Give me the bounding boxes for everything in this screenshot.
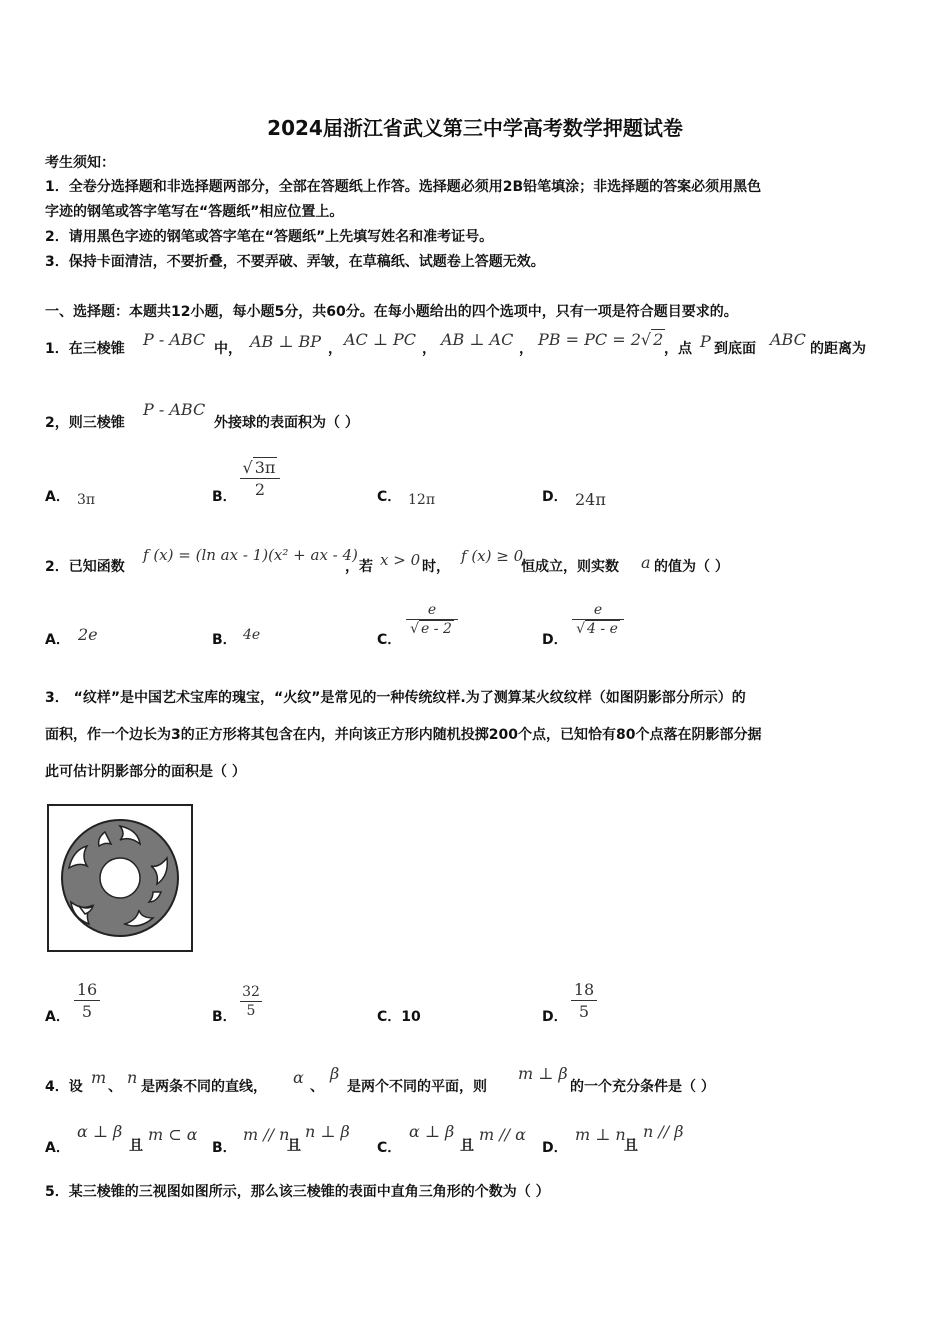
q2-a: a <box>641 553 651 572</box>
q1-juli: 的距离为 <box>810 341 866 357</box>
q2-option-b-label: B． <box>212 632 237 648</box>
q4-mid-1: 是两条不同的直线， <box>141 1079 267 1095</box>
notice-line-2: 2．请用黑色字迹的钢笔或答字笔在“答题纸”上先填写姓名和准考证号。 <box>45 229 494 245</box>
q4-option-a-part-2: m ⊂ α <box>148 1125 198 1144</box>
fire-pattern-image <box>49 806 191 950</box>
q4-option-c-part-1: α ⊥ β <box>409 1122 455 1141</box>
q4-end: 的一个充分条件是（ ） <box>570 1079 715 1095</box>
q1-cond-4: PB = PC = 2√ 2 <box>538 330 664 349</box>
section-heading: 一、选择题：本题共12小题，每小题5分，共60分。在每小题给出的四个选项中，只有一项是符合题目要求的。 <box>45 304 738 320</box>
q3-option-d-numerator: 18 <box>573 980 595 999</box>
q2-option-d-denominator: 4 - e <box>587 621 618 637</box>
q1-cond-1: AB ⊥ BP <box>250 332 322 351</box>
q1-option-c-label: C． <box>377 489 402 505</box>
notice-line-1a: 1．全卷分选择题和非选择题两部分，全部在答题纸上作答。选择题必须用2B铅笔填涂；非选择题的答案必须用黑色 <box>45 179 762 195</box>
fraction-bar <box>240 478 280 479</box>
q4-prefix: 4．设 <box>45 1079 83 1095</box>
q1-comma-1: ， <box>328 341 342 357</box>
q1-option-b-label: B． <box>212 489 237 505</box>
q2-prefix: 2．已知函数 <box>45 559 125 575</box>
q3-line-3: 此可估计阴影部分的面积是（ ） <box>45 764 246 780</box>
q4-option-d-part-1: m ⊥ n <box>575 1125 626 1144</box>
fraction-bar <box>240 1001 262 1002</box>
q4-option-b-qie: 且 <box>287 1138 301 1154</box>
q1-sqrt-2: 2 <box>653 330 664 349</box>
notice-heading: 考生须知： <box>45 155 115 171</box>
q1-dao: 到底面 <box>714 341 756 357</box>
q1-option-b-numerator: 3π <box>254 458 276 477</box>
q3-option-b-denominator: 5 <box>246 1003 256 1019</box>
q1-cond-3: AB ⊥ AC <box>441 330 514 349</box>
q1-line2b: 外接球的表面积为（ ） <box>214 415 359 431</box>
fraction-bar <box>74 1000 100 1001</box>
q4-option-d-label: D． <box>542 1140 568 1156</box>
q5-line-1: 5．某三棱锥的三视图如图所示，那么该三棱锥的表面中直角三角形的个数为（ ） <box>45 1184 550 1200</box>
q2-option-d-label: D． <box>542 632 568 648</box>
q4-option-a-part-1: α ⊥ β <box>77 1122 123 1141</box>
q1-option-c-value: 12π <box>408 492 436 508</box>
q2-option-b-value: 4e <box>243 627 261 643</box>
q2-inequality: f (x) ≥ 0 <box>461 547 524 565</box>
q1-comma-2: ， <box>422 341 436 357</box>
q2-heng: 恒成立，则实数 <box>521 559 619 575</box>
q4-option-d-qie: 且 <box>624 1138 638 1154</box>
q3-option-b-fraction <box>240 984 262 1019</box>
q2-option-a-value: 2e <box>78 625 98 644</box>
q4-condition: m ⊥ β <box>518 1064 568 1083</box>
q3-option-b-label: B． <box>212 1009 237 1025</box>
q3-option-a-fraction <box>74 980 100 1021</box>
q3-option-d-denominator: 5 <box>578 1002 590 1021</box>
q1-option-a-label: A． <box>45 489 70 505</box>
q4-dun-1: 、 <box>108 1079 122 1095</box>
q3-line-1: 3． “纹样”是中国艺术宝库的瑰宝，“火纹”是常见的一种传统纹样.为了测算某火纹纹样（如图阴影部分所示）的 <box>45 690 746 706</box>
q1-prefix: 1．在三棱锥 <box>45 341 125 357</box>
q1-option-b-denominator: 2 <box>254 480 266 499</box>
q1-cond-2: AC ⊥ PC <box>344 330 417 349</box>
q1-pabc-2: P - ABC <box>143 400 206 419</box>
q3-option-c: C．10 <box>377 1009 421 1025</box>
q1-point-p: P <box>700 332 711 351</box>
notice-line-1b: 字迹的钢笔或答字笔写在“答题纸”相应位置上。 <box>45 204 344 220</box>
q3-option-d-label: D． <box>542 1009 568 1025</box>
q2-option-d-fraction: e √ 4 - e <box>572 602 624 637</box>
q3-option-a-numerator: 16 <box>76 980 98 999</box>
q2-option-d-numerator: e <box>593 602 603 618</box>
q4-option-a-qie: 且 <box>129 1138 143 1154</box>
q4-dun-2: 、 <box>310 1079 324 1095</box>
q3-option-d-fraction <box>571 980 597 1021</box>
fraction-bar <box>571 1000 597 1001</box>
q1-option-b-fraction: √ 3π 2 <box>240 458 280 499</box>
q1-dian: ，点 <box>664 341 692 357</box>
q1-line2a: 2，则三棱锥 <box>45 415 125 431</box>
q4-option-c-qie: 且 <box>460 1138 474 1154</box>
q2-option-a-label: A． <box>45 632 70 648</box>
q4-mid-2: 是两个不同的平面，则 <box>347 1079 487 1095</box>
q1-zhong: 中， <box>214 341 242 357</box>
q2-shi: 时， <box>422 559 450 575</box>
q1-option-a-value: 3π <box>77 492 96 508</box>
q4-option-c-part-2: m // α <box>479 1125 526 1144</box>
q3-option-b-numerator: 32 <box>242 984 260 1000</box>
q1-pabc: P - ABC <box>143 330 206 349</box>
q1-abc: ABC <box>770 330 806 349</box>
page-title: 2024届浙江省武义第三中学高考数学押题试卷 <box>267 116 683 140</box>
q1-option-d-value: 24π <box>575 490 606 509</box>
q4-alpha: α <box>293 1068 304 1087</box>
q3-option-a-label: A． <box>45 1009 70 1025</box>
q2-option-c-fraction: e √ e - 2 <box>406 602 458 637</box>
notice-line-3: 3．保持卡面清洁，不要折叠，不要弄破、弄皱，在草稿纸、试题卷上答题无效。 <box>45 254 545 270</box>
q4-beta: β <box>330 1064 340 1083</box>
q4-option-b-label: B． <box>212 1140 237 1156</box>
q3-line-2: 面积，作一个边长为3的正方形将其包含在内，并向该正方形内随机投掷200个点，已知恰有80个点落在阴影部分据 <box>45 727 762 743</box>
q3-option-a-denominator: 5 <box>81 1002 93 1021</box>
q4-option-b-part-1: m // n <box>243 1125 290 1144</box>
q2-function: f (x) = (ln ax - 1)(x² + ax - 4) <box>143 546 358 564</box>
q2-ruo: ，若 <box>345 559 373 575</box>
q4-option-d-part-2: n // β <box>643 1122 684 1141</box>
q4-option-b-part-2: n ⊥ β <box>305 1122 350 1141</box>
q4-m: m <box>91 1068 107 1087</box>
q1-comma-3: ， <box>519 341 533 357</box>
q4-option-a-label: A． <box>45 1140 70 1156</box>
q4-n: n <box>127 1068 138 1087</box>
q2-condition: x > 0 <box>380 551 421 569</box>
q2-option-c-denominator: e - 2 <box>421 621 452 637</box>
q4-option-c-label: C． <box>377 1140 402 1156</box>
fire-pattern-figure <box>47 804 193 952</box>
q2-option-c-label: C． <box>377 632 402 648</box>
q1-option-d-label: D． <box>542 489 568 505</box>
q2-option-c-numerator: e <box>427 602 437 618</box>
q2-end: 的值为（ ） <box>654 559 729 575</box>
